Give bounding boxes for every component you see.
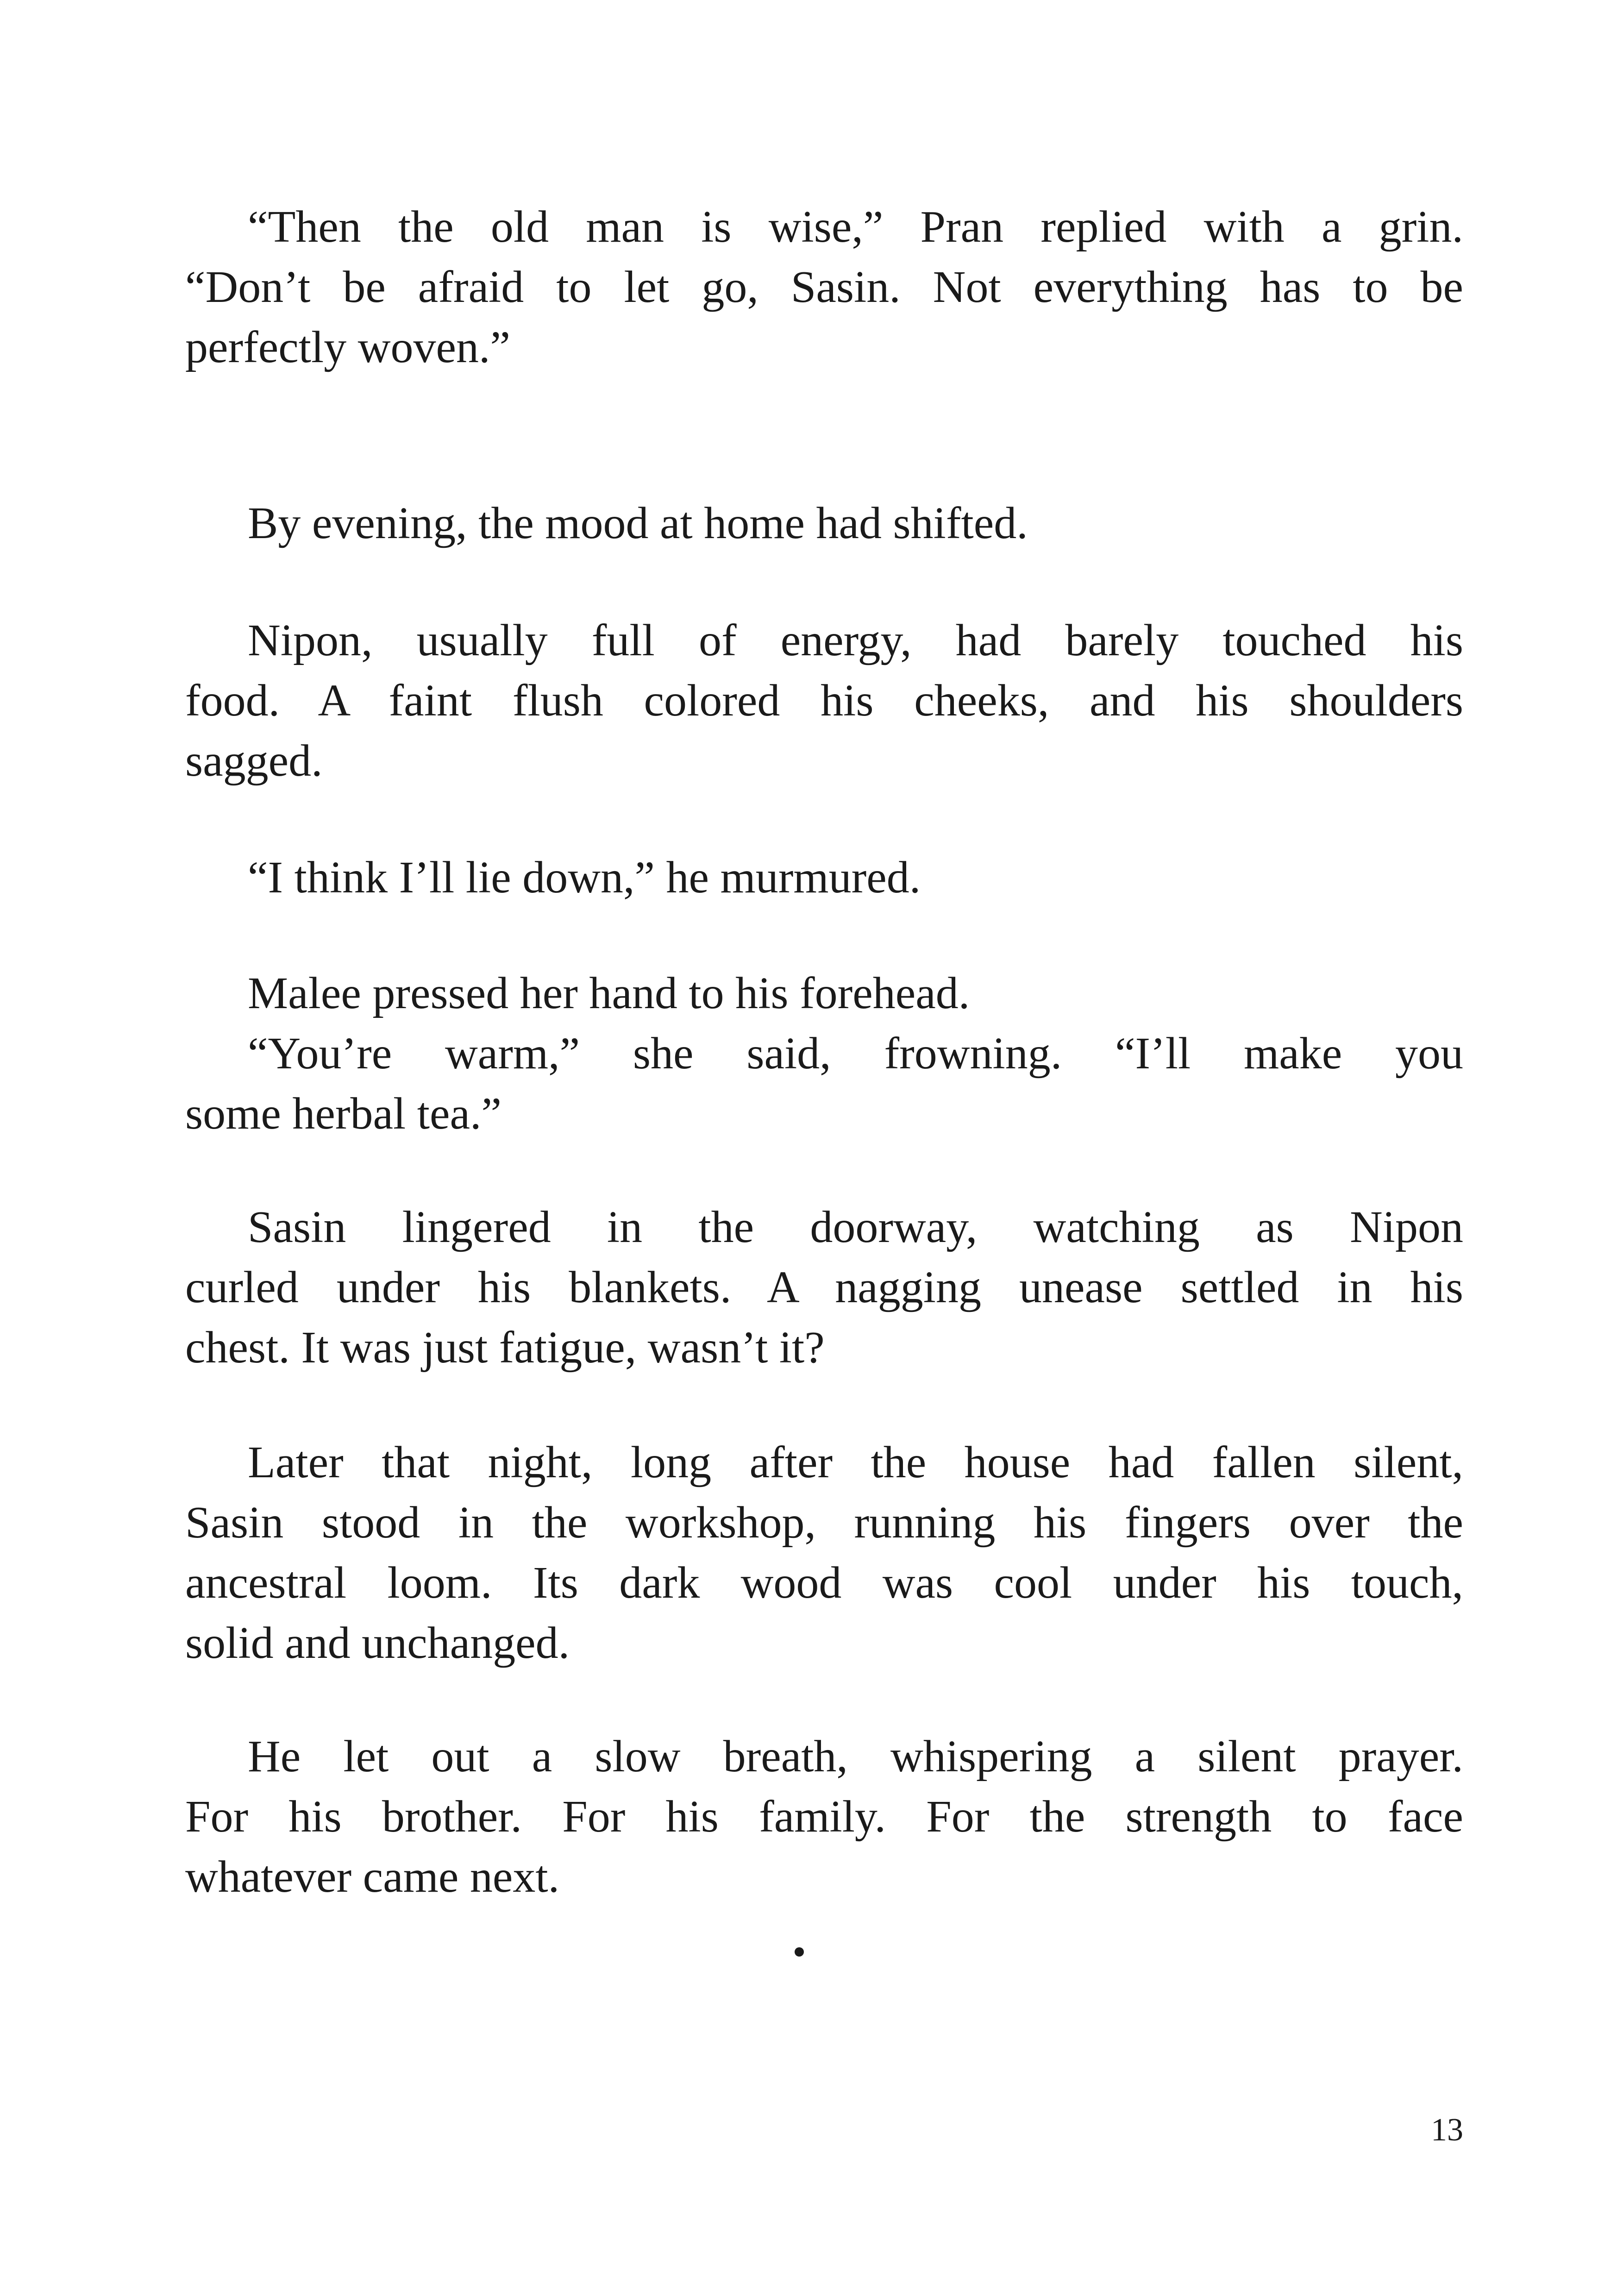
line: “You’re warm,” she said, frowning. “I’ll make you [248,1029,1463,1079]
paragraph-2 [185,493,1463,553]
line: Malee pressed her hand to his forehead. [248,968,970,1018]
paragraph-7 [185,1432,1463,1673]
line: Sasin lingered in the doorway, watching as Nipon [248,1202,1463,1252]
line: He let out a slow breath, whispering a silent prayer. [248,1731,1463,1782]
line: sagged. [185,736,323,786]
paragraph-6 [185,1197,1463,1378]
line: whatever came next. [185,1852,560,1902]
scene-break-dot [795,1947,804,1957]
paragraph-4 [185,847,1463,908]
line: some herbal tea.” [185,1089,501,1139]
page-number: 13 [1431,2112,1463,2148]
paragraph-1 [185,197,1463,377]
paragraph-5 [185,963,1463,1144]
line: chest. It was just fatigue, wasn’t it? [185,1323,825,1373]
paragraph-3 [185,610,1463,791]
line: Nipon, usually full of energy, had barely touched his [248,615,1463,665]
line: For his brother. For his family. For the strength to face [185,1792,1463,1842]
line: curled under his blankets. A nagging unease settled in his [185,1262,1463,1312]
line: perfectly woven.” [185,322,510,372]
line: Later that night, long after the house had fallen silent, [248,1437,1463,1487]
line: “Don’t be afraid to let go, Sasin. Not everything has to be [185,262,1463,312]
line: food. A faint flush colored his cheeks, and his shoulders [185,676,1463,726]
line: “Then the old man is wise,” Pran replied with a grin. [248,202,1463,252]
line: Sasin stood in the workshop, running his fingers over the [185,1498,1463,1548]
line: “I think I’ll lie down,” he murmured. [248,853,921,903]
line: By evening, the mood at home had shifted. [248,498,1028,548]
line: solid and unchanged. [185,1618,570,1668]
paragraph-8 [185,1726,1463,1907]
line: ancestral loom. Its dark wood was cool under his touch, [185,1558,1463,1608]
